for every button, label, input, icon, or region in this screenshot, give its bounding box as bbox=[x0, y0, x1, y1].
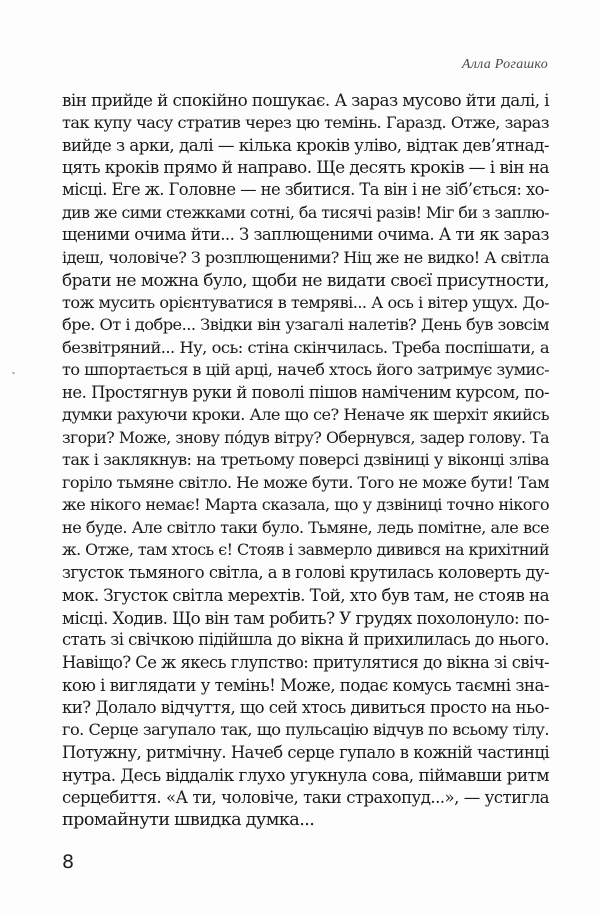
text-line: згусток тьмяного світла, а в голові крутилась коловерть ду- bbox=[62, 562, 549, 582]
text-line: див же сими стежками сотні, ба тисячі разів! Міг би з заплю- bbox=[62, 202, 549, 222]
text-line: стать зі свічкою підійшла до вікна й прихилилась до нього. bbox=[62, 630, 549, 649]
text-line: безвітряний... Ну, ось: стіна скінчилась. Треба поспішати, а bbox=[62, 337, 549, 357]
text-line: горіло тьмяне світло. Не може бути. Того не може бути! Там bbox=[62, 472, 549, 492]
text-line: згори? Може, знову пóдув вітру? Обернувся, задер голову. Та bbox=[62, 427, 549, 447]
text-line: ідеш, чоловіче? З розплющеними? Ніц же не видко! А світла bbox=[62, 247, 549, 267]
text-line: промайнути швидка думка... bbox=[62, 810, 315, 830]
scan-speck bbox=[12, 371, 16, 374]
text-line: не буде. Але світло таки було. Тьмяне, ледь помітне, але все bbox=[62, 517, 549, 537]
text-line: мок. Згусток світла мерехтів. Той, хто був там, не стояв на bbox=[62, 585, 549, 605]
text-line: місці. Ходив. Що він там робить? У грудях похолонуло: по- bbox=[62, 607, 549, 628]
text-line: вийде з арки, далі — кілька кроків уліво, відтак дев’ятнад- bbox=[62, 135, 549, 155]
text-line: Навіщо? Се ж якесь глупство: притулятися до вікна зі свіч- bbox=[62, 652, 549, 672]
text-line: місці. Еге ж. Головне — не збитися. Та він і не зіб’ється: хо- bbox=[62, 180, 549, 199]
text-line: думки рахуючи кроки. Але що се? Неначе як шерхіт якийсь bbox=[62, 405, 549, 424]
text-line: то шпортається в цій арці, начеб хтось його затримує зумис- bbox=[62, 360, 549, 379]
text-line: ки? Долало відчуття, що сей хтось дивиться просто на ньо- bbox=[62, 697, 549, 717]
text-line: Потужну, ритмічну. Начеб серце гупало в кожній частинці bbox=[62, 742, 549, 762]
text-line: ж. Отже, там хтось є! Стояв і завмерло дивився на крихітний bbox=[62, 540, 549, 559]
body-text bbox=[62, 89, 549, 832]
text-line: серцебиття. «А ти, чоловіче, таки страхопуд...», — устигла bbox=[62, 787, 549, 807]
text-line: він прийде й спокійно пошукає. А зараз мусово йти далі, і bbox=[62, 90, 549, 110]
text-line: щеними очима йти... З заплющеними очима. А ти як зараз bbox=[62, 225, 549, 244]
text-line: цять кроків прямо й направо. Ще десять кроків — і він на bbox=[62, 157, 549, 178]
page-number: 8 bbox=[62, 851, 75, 873]
text-line: тож мусить орієнтуватися в темряві... А ось і вітер ущух. До- bbox=[62, 292, 549, 312]
text-line: кою і виглядати у темінь! Може, подає комусь таємні зна- bbox=[62, 675, 549, 695]
text-line: так купу часу стратив через цю темінь. Гаразд. Отже, зараз bbox=[62, 112, 549, 132]
text-line: не. Простягнув руки й поволі пішов наміченим курсом, по- bbox=[62, 382, 549, 402]
text-line: го. Серце загупало так, що пульсацію відчув по всьому тілу. bbox=[62, 720, 549, 739]
running-head-author: Алла Рогашко bbox=[461, 57, 548, 72]
text-line: брати не можна було, щоби не видати своєї присутности, bbox=[62, 270, 549, 290]
text-line: же нікого немає! Марта сказала, що у дзвіниці точно нікого bbox=[62, 495, 549, 514]
text-line: нутра. Десь віддалік глухо угукнула сова, піймавши ритм bbox=[62, 765, 549, 785]
text-line: так і заклякнув: на третьому поверсі дзвіниці у віконці зліва bbox=[62, 450, 549, 469]
text-line: бре. От і добре... Звідки він узагалі налетів? День був зовсім bbox=[62, 315, 549, 334]
